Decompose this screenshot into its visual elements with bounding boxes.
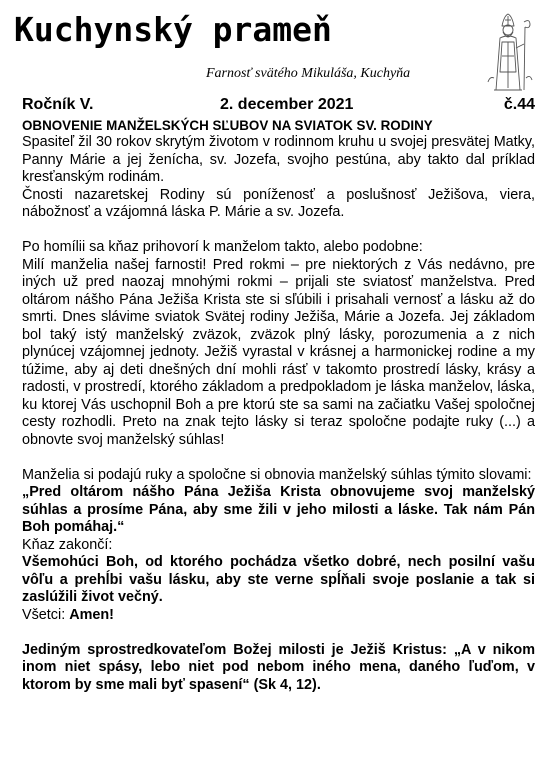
closing-quote: Jediným sprostredkovateľom Božej milosti je Ježiš Kristus: „A v nikom inom niet spásy, lebo niet pod nebom iného mena, daného ľuďom, v ktorom by sme mali byť spasení“ (Sk 4, 12). xyxy=(22,641,535,693)
blessing-text: Všemohúci Boh, od ktorého pochádza všetko dobré, nech posilní vašu vôľu a prehĺbi vašu lásku, aby ste verne spĺňali svoje poslanie a tak si zaslúžili život večný. xyxy=(22,554,535,605)
issue-number: č.44 xyxy=(503,96,535,113)
issue-volume: Ročník V. xyxy=(22,96,94,113)
masthead-subtitle: Farnosť svätého Mikuláša, Kuchyňa xyxy=(206,66,411,81)
all-label: Všetci: xyxy=(22,606,66,623)
article-body xyxy=(22,134,535,694)
all-response-line xyxy=(22,607,535,625)
all-response: Amen! xyxy=(69,606,114,623)
masthead-title: Kuchynský prameň xyxy=(14,10,332,49)
paragraph-homily-intro: Po homílii sa kňaz prihovorí k manželom takto, alebo podobne: xyxy=(22,239,423,255)
paragraph-instruction: Manželia si podajú ruky a spoločne si obnovia manželský súhlas týmito slovami: xyxy=(22,466,532,483)
saint-nicholas-icon xyxy=(480,12,540,94)
paragraph-intro: Spasiteľ žil 30 rokov skrytým životom v rodinnom kruhu u svojej presvätej Matky, Panny Márie a jej ženícha, sv. Jozefa, svojho pestúna, aby takto dal príklad kresťanským rodinám. xyxy=(22,134,535,185)
marriage-vow: „Pred oltárom nášho Pána Ježiša Krista obnovujeme svoj manželský súhlas a prosíme Pána, aby sme žili v jeho milosti a láske. Tak nám Pán Boh pomáhaj.“ xyxy=(22,484,535,535)
paragraph-virtues: Čnosti nazaretskej Rodiny sú poníženosť a poslušnosť Ježišova, viera, nábožnosť a vzájomná láska P. Márie a sv. Jozefa. xyxy=(22,186,535,220)
article-headline: OBNOVENIE MANŽELSKÝCH SĽUBOV NA SVIATOK SV. RODINY xyxy=(22,118,433,133)
issue-info xyxy=(22,96,535,116)
priest-label: Kňaz zakončí: xyxy=(22,536,113,553)
paragraph-address: Milí manželia našej farnosti! Pred rokmi – pre niektorých z Vás nedávno, pre iných už pred naozaj mnohými rokmi – prijali ste sviatosť manželstva. Pred oltárom nášho Pána Ježiša Krista ste si sľúbili i prisahali vernosť a lásku až do smrti. Dnes slávime sviatok Svätej rodiny Ježiša, Márie a Jozefa. Jej základom bol taký istý manželský zväzok, zväzok plný lásky, porozumenia a z nich plynúcej vzájomnej jednoty. Ježiš vyrastal v krásnej a harmonickej rodine a my túžime, aby aj deti dnešných dní mohli rásť v takomto prostredí lásky, krásy a radosti, v prostredí, ktorého základom a predpokladom je láska manželov, láska, ku ktorej Vás uschopnil Boh a pre ktorú ste sa sami na začiatku Vašej spoločnej cesty rozhodli. Preto na znak tejto lásky si teraz spoločne podajte ruky (...) a obnovte svoj manželský súhlas! xyxy=(22,256,535,448)
issue-date: 2. december 2021 xyxy=(220,96,354,113)
